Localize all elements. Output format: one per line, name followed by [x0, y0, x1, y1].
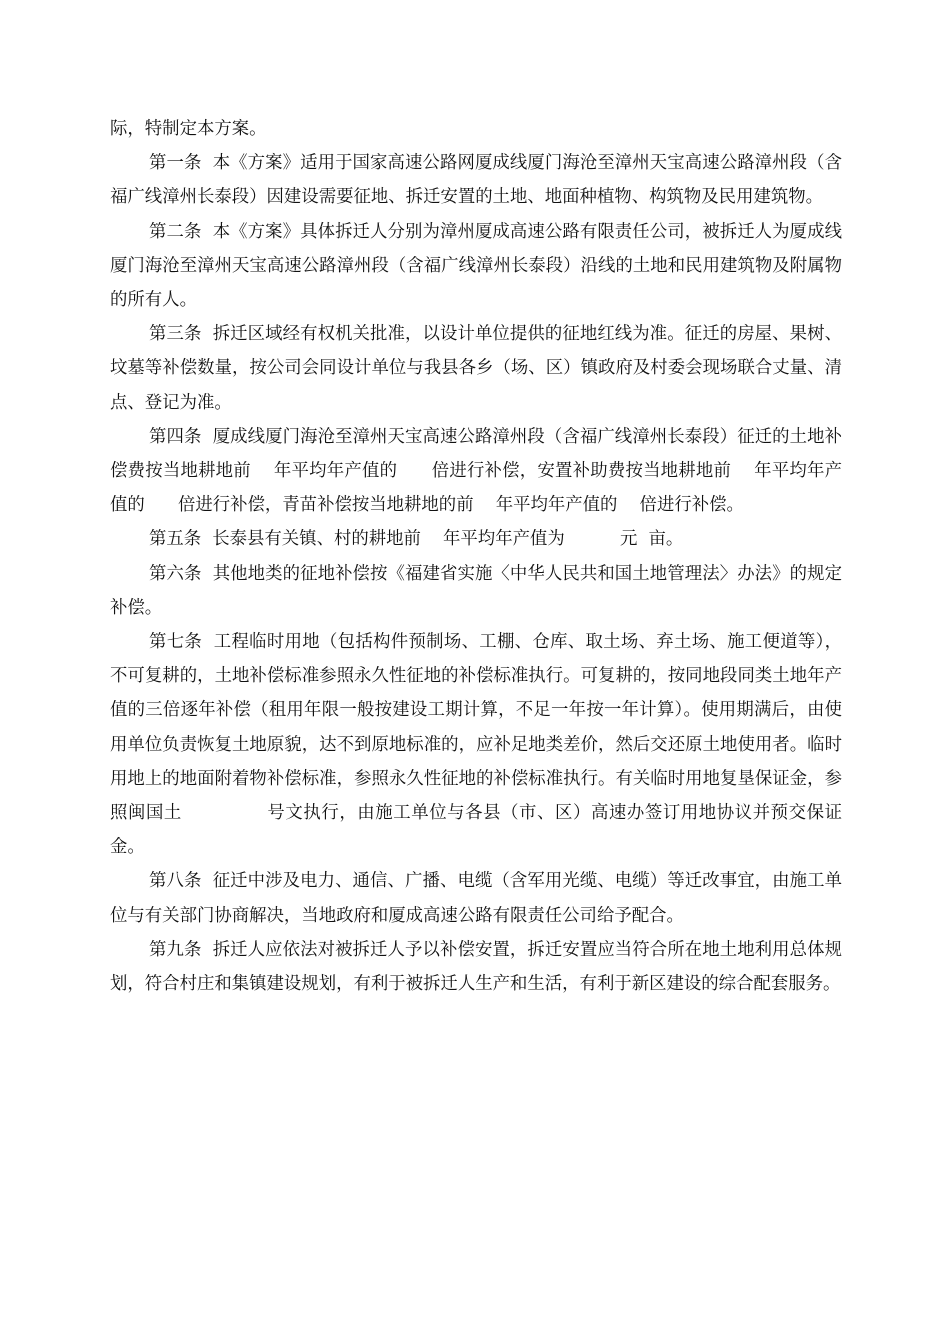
article-3: 第三条 拆迁区域经有权机关批准，以设计单位提供的征地红线为准。征迁的房屋、果树、坟墓等补偿数量，按公司会同设计单位与我县各乡（场、区）镇政府及村委会现场联合丈量、清点、登记为准。	[110, 324, 842, 413]
paragraph-continuation: 际，特制定本方案。	[110, 119, 267, 139]
article-2: 第二条 本《方案》具体拆迁人分别为漳州厦成高速公路有限责任公司，被拆迁人为厦成线厦门海沧至漳州天宝高速公路漳州段（含福广线漳州长泰段）沿线的土地和民用建筑物及附属物的所有人。	[110, 221, 842, 311]
article-4: 第四条 厦成线厦门海沧至漳州天宝高速公路漳州段（含福广线漳州长泰段）征迁的土地补偿费按当地耕地前 年平均年产值的 倍进行补偿，安置补助费按当地耕地前 年平均年产值的 倍进行补偿，青苗补偿按当地耕地的前 年平均年产值的 倍进行补偿。	[110, 426, 842, 516]
article-6: 第六条 其他地类的征地补偿按《福建省实施〈中华人民共和国土地管理法〉办法》的规定补偿。	[110, 563, 842, 618]
article-8: 第八条 征迁中涉及电力、通信、广播、电缆（含军用光缆、电缆）等迁改事宜，由施工单位与有关部门协商解决，当地政府和厦成高速公路有限责任公司给予配合。	[110, 871, 842, 926]
article-5: 第五条 长泰县有关镇、村的耕地前 年平均年产值为 元 亩。	[149, 529, 684, 550]
article-9: 第九条 拆迁人应依法对被拆迁人予以补偿安置，拆迁安置应当符合所在地土地利用总体规划，符合村庄和集镇建设规划，有利于被拆迁人生产和生活，有利于新区建设的综合配套服务。	[110, 939, 842, 995]
article-7: 第七条 工程临时用地（包括构件预制场、工棚、仓库、取土场、弃土场、施工便道等），不可复耕的，土地补偿标准参照永久性征地的补偿标准执行。可复耕的，按同地段同类土地年产值的三倍逐年补偿（租用年限一般按建设工期计算，不足一年按一年计算）。使用期满后，由使用单位负责恢复土地原貌，达不到原地标准的，应补足地类差价，然后交还原土地使用者。临时用地上的地面附着物补偿标准，参照永久性征地的补偿标准执行。有关临时用地复垦保证金，参照闽国土 号文执行，由施工单位与各县（市、区）高速办签订用地协议并预交保证金。	[110, 632, 842, 858]
document-page	[110, 112, 842, 1001]
article-1: 第一条 本《方案》适用于国家高速公路网厦成线厦门海沧至漳州天宝高速公路漳州段（含福广线漳州长泰段）因建设需要征地、拆迁安置的土地、地面种植物、构筑物及民用建筑物。	[110, 153, 842, 208]
